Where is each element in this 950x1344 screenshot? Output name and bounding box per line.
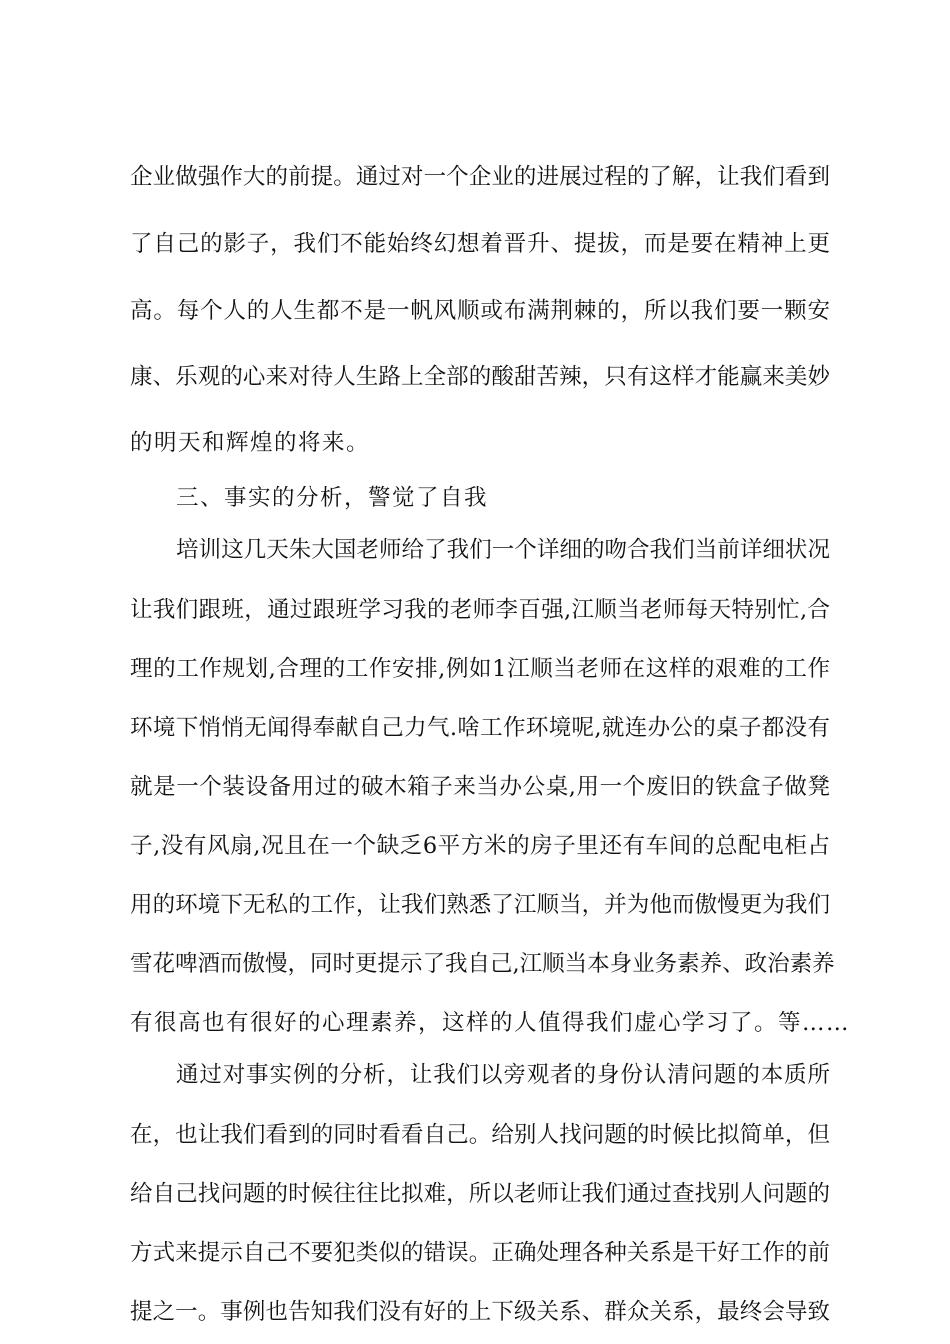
paragraph-2-line-2: 让我们跟班，通过跟班学习我的老师李百强,江顺当老师每天特别忙,合 bbox=[130, 597, 830, 623]
paragraph-2-line-3: 理的工作规划,合理的工作安排,例如1江顺当老师在这样的艰难的工作 bbox=[130, 656, 830, 682]
paragraph-3-line-3: 给自己找问题的时候往往比拟难，所以老师让我们通过查找别人问题的 bbox=[130, 1181, 830, 1207]
paragraph-2-line-4: 环境下悄悄无闻得奉献自己力气.啥工作环境呢,就连办公的桌子都没有 bbox=[130, 715, 830, 741]
paragraph-2-line-6: 子,没有风扇,况且在一个缺乏6平方米的房子里还有车间的总配电柜占 bbox=[130, 833, 830, 859]
paragraph-3-line-5: 提之一。事例也告知我们没有好的上下级关系、群众关系，最终会导致 bbox=[130, 1299, 830, 1325]
paragraph-2-line-5: 就是一个装设备用过的破木箱子来当办公桌,用一个废旧的铁盒子做凳 bbox=[130, 774, 830, 800]
paragraph-1-line-5: 的明天和辉煌的将来。 bbox=[130, 430, 371, 456]
paragraph-1-line-4: 康、乐观的心来对待人生路上全部的酸甜苦辣，只有这样才能赢来美妙 bbox=[130, 364, 830, 390]
section-heading: 三、事实的分析，警觉了自我 bbox=[176, 485, 489, 511]
paragraph-1-line-2: 了自己的影子，我们不能始终幻想着晋升、提拔，而是要在精神上更 bbox=[130, 231, 830, 257]
paragraph-1-line-3: 高。每个人的人生都不是一帆风顺或布满荆棘的，所以我们要一颗安 bbox=[130, 298, 830, 324]
paragraph-3-line-4: 方式来提示自己不要犯类似的错误。正确处理各种关系是干好工作的前 bbox=[130, 1240, 830, 1266]
paragraph-2-line-1: 培训这几天朱大国老师给了我们一个详细的吻合我们当前详细状况 bbox=[176, 537, 830, 563]
paragraph-2-line-9: 有很高也有很好的心理素养，这样的人值得我们虚心学习了。等…… bbox=[130, 1010, 851, 1036]
paragraph-3-line-2: 在，也让我们看到的同时看看自己。给别人找问题的时候比拟简单，但 bbox=[130, 1122, 830, 1148]
paragraph-2-line-8: 雪花啤酒而傲慢，同时更提示了我自己,江顺当本身业务素养、政治素养 bbox=[130, 951, 835, 977]
paragraph-2-line-7: 用的环境下无私的工作，让我们熟悉了江顺当，并为他而傲慢更为我们 bbox=[130, 892, 830, 918]
paragraph-1-line-1: 企业做强作大的前提。通过对一个企业的进展过程的了解，让我们看到 bbox=[130, 164, 830, 190]
paragraph-3-line-1: 通过对事实例的分析，让我们以旁观者的身份认清问题的本质所 bbox=[176, 1062, 830, 1088]
